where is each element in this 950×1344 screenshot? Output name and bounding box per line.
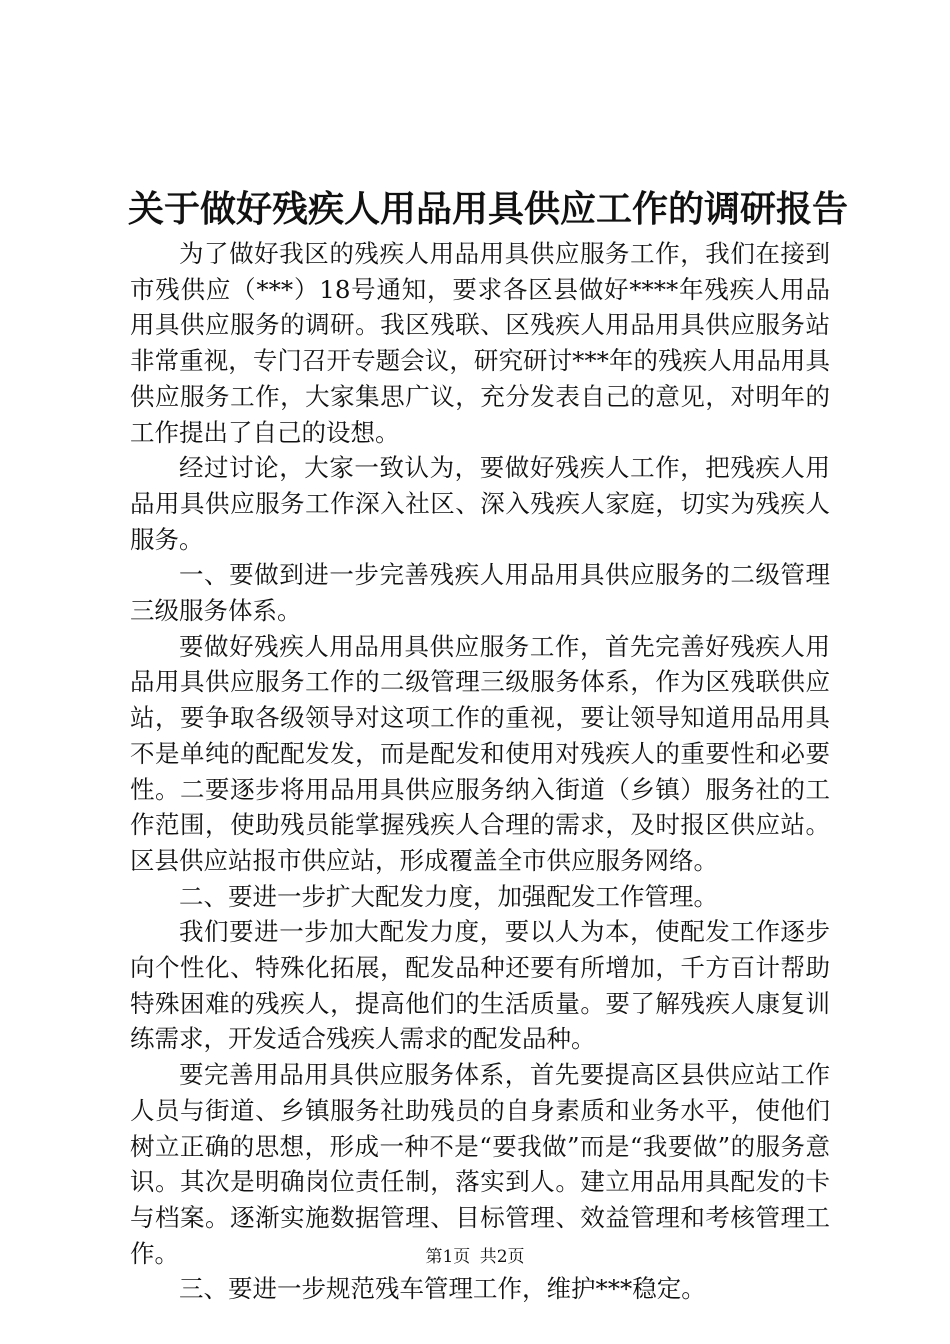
paragraph-section-1: 要做好残疾人用品用具供应服务工作，首先完善好残疾人用品用具供应服务工作的二级管理三级服务体系，作为区残联供应站，要争取各级领导对这项工作的重视，要让领导知道用品用具不是单纯的配配发发，而是配发和使用对残疾人的重要性和必要性。二要逐步将用品用具供应服务纳入街道（乡镇）服务社的工作范围，使助残员能掌握残疾人合理的需求，及时报区供应站。区县供应站报市供应站，形成覆盖全市供应服务网络。 <box>130 631 830 875</box>
paragraph-section-2a: 我们要进一步加大配发力度，要以人为本，使配发工作逐步向个性化、特殊化拓展，配发品种还要有所增加，千方百计帮助特殊困难的残疾人，提高他们的生活质量。要了解残疾人康复训练需求，开发适合残疾人需求的配发品种。 <box>130 917 830 1054</box>
section-heading-2: 二、要进一步扩大配发力度，加强配发工作管理。 <box>179 881 718 911</box>
page-total: 共2页 <box>479 1247 525 1267</box>
section-heading-3: 三、要进一步规范残车管理工作，维护***稳定。 <box>179 1274 706 1304</box>
paragraph-discussion: 经过讨论，大家一致认为，要做好残疾人工作，把残疾人用品用具供应服务工作深入社区、深入残疾人家庭，切实为残疾人服务。 <box>130 453 830 554</box>
page-footer <box>0 1245 950 1269</box>
page-number: 第1页 <box>425 1247 471 1267</box>
section-heading-1: 一、要做到进一步完善残疾人用品用具供应服务的二级管理三级服务体系。 <box>130 560 830 626</box>
document-body <box>130 236 830 1307</box>
paragraph-section-2b: 要完善用品用具供应服务体系，首先要提高区县供应站工作人员与街道、乡镇服务社助残员的自身素质和业务水平，使他们树立正确的思想，形成一种不是“要我做”而是“我要做”的服务意识。其次是明确岗位责任制，落实到人。建立用品用具配发的卡与档案。逐渐实施数据管理、目标管理、效益管理和考核管理工作。 <box>130 1060 830 1268</box>
document-title: 关于做好残疾人用品用具供应工作的调研报告 <box>128 188 849 230</box>
paragraph-intro: 为了做好我区的残疾人用品用具供应服务工作，我们在接到市残供应（***）18号通知，要求各区县做好****年残疾人用品用具供应服务的调研。我区残联、区残疾人用品用具供应服务站非常重视，专门召开专题会议，研究研讨***年的残疾人用品用具供应服务工作，大家集思广议，充分发表自己的意见，对明年的工作提出了自己的设想。 <box>130 239 830 447</box>
